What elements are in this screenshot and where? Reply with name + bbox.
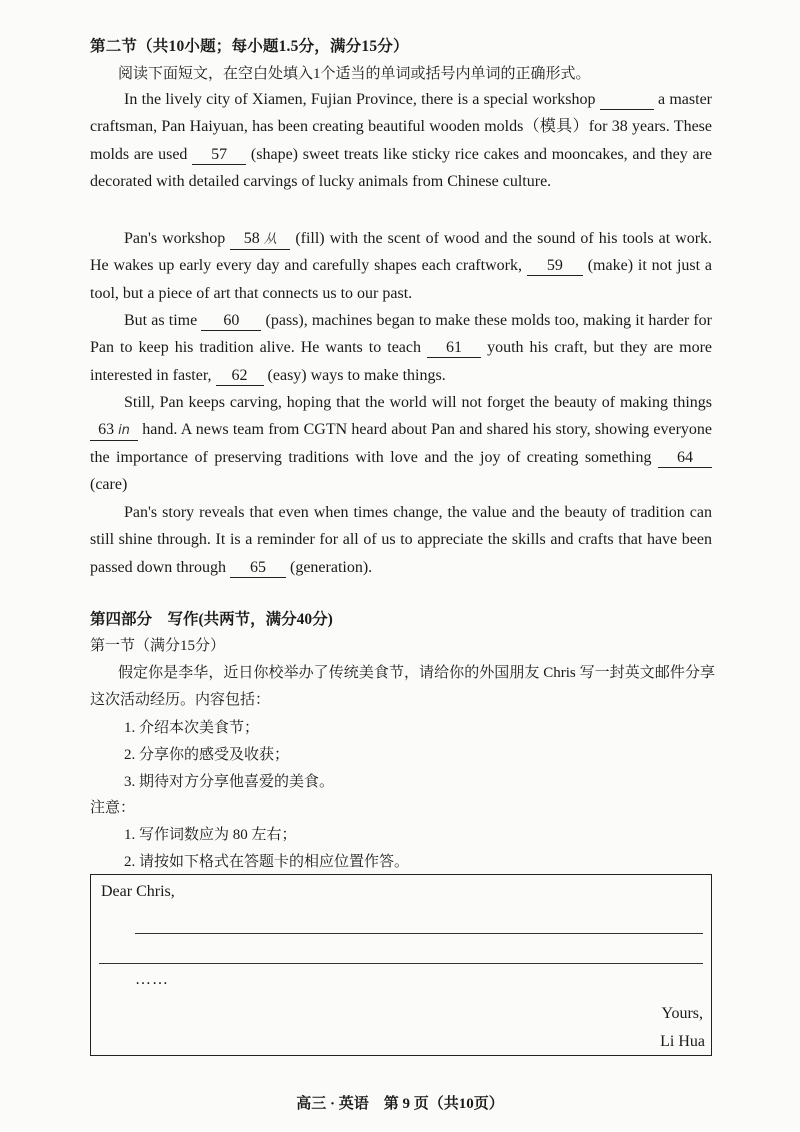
letter-signature: Li Hua bbox=[660, 1033, 705, 1050]
writing-line-1 bbox=[135, 933, 703, 934]
part4-header: 第四部分 写作(共两节，满分40分) bbox=[90, 611, 333, 628]
blank-60[interactable]: 60 bbox=[201, 312, 261, 331]
writing-line-2 bbox=[99, 963, 703, 964]
blank-63[interactable]: 63 in bbox=[90, 421, 138, 441]
paragraph-4: Still, Pan keeps carving, hoping that the world will not forget the beauty of making things 63 in hand. A news team from CGTN heard about Pan and shared his story, showing everyone the importance of preserving traditions with love and the joy of creating something 64 (care) bbox=[90, 394, 713, 494]
blank-64[interactable]: 64 bbox=[658, 449, 712, 468]
handwriting-63: in bbox=[118, 423, 130, 439]
note-item-1: 1. 写作词数应为 80 左右； bbox=[124, 827, 297, 843]
instruction: 阅读下面短文，在空白处填入1个适当的单词或括号内单词的正确形式。 bbox=[118, 66, 591, 82]
letter-salutation: Dear Chris, bbox=[101, 883, 175, 900]
blank-65[interactable]: 65 bbox=[230, 559, 286, 578]
blank-59[interactable]: 59 bbox=[527, 257, 583, 276]
note-item-2: 2. 请按如下格式在答题卡的相应位置作答。 bbox=[124, 854, 410, 870]
page-footer: 高三 · 英语 第 9 页（共10页） bbox=[296, 1096, 504, 1112]
paragraph-1: In the lively city of Xiamen, Fujian Province, there is a special workshop a master craftsman, Pan Haiyuan, has been creating beautiful wooden molds（模具）for 38 years. These molds are used 57 (shape) sweet treats like sticky rice cakes and mooncakes, and they are decorated with detailed carvings of lucky animals from Chinese culture. bbox=[90, 91, 713, 191]
part4-section1: 第一节（满分15分） bbox=[90, 638, 226, 654]
paragraph-5: Pan's story reveals that even when times change, the value and the beauty of tradition can still shine through. It is a reminder for all of us to appreciate the skills and crafts that have been passed down through 65 (generation). bbox=[90, 504, 712, 576]
paragraph-3: But as time 60 (pass), machines began to make these molds too, making it harder for Pan to keep his tradition alive. He wants to teach 61 youth his craft, but they are more interested in faster, 62 (easy) ways to make things. bbox=[90, 312, 713, 384]
task-item-3: 3. 期待对方分享他喜爱的美食。 bbox=[124, 774, 335, 790]
letter-ellipsis: …… bbox=[135, 971, 169, 988]
letter-format-box bbox=[90, 874, 712, 1056]
handwriting-58: 从 bbox=[263, 232, 277, 247]
blank-62[interactable]: 62 bbox=[216, 367, 264, 386]
letter-closing: Yours, bbox=[661, 1005, 703, 1022]
notes-label: 注意： bbox=[90, 800, 136, 816]
blank-58[interactable]: 58 从 bbox=[230, 230, 290, 250]
task-item-1: 1. 介绍本次美食节； bbox=[124, 720, 260, 736]
blank-57[interactable]: 57 bbox=[192, 146, 246, 165]
section-header: 第二节（共10小题；每小题1.5分，满分15分） bbox=[90, 38, 409, 55]
blank-56[interactable] bbox=[600, 91, 654, 110]
blank-61[interactable]: 61 bbox=[427, 339, 481, 358]
paragraph-2: Pan's workshop 58 从 (fill) with the scent of wood and the sound of his tools at work. He wakes up early every day and carefully shapes each craftwork, 59 (make) it not just a tool, but a piece of art that connects us to our past. bbox=[90, 230, 713, 302]
writing-task: 假定你是李华，近日你校举办了传统美食节，请给你的外国朋友 Chris 写一封英文邮件分享这次活动经历。内容包括： bbox=[90, 665, 715, 708]
task-item-2: 2. 分享你的感受及收获； bbox=[124, 747, 290, 763]
